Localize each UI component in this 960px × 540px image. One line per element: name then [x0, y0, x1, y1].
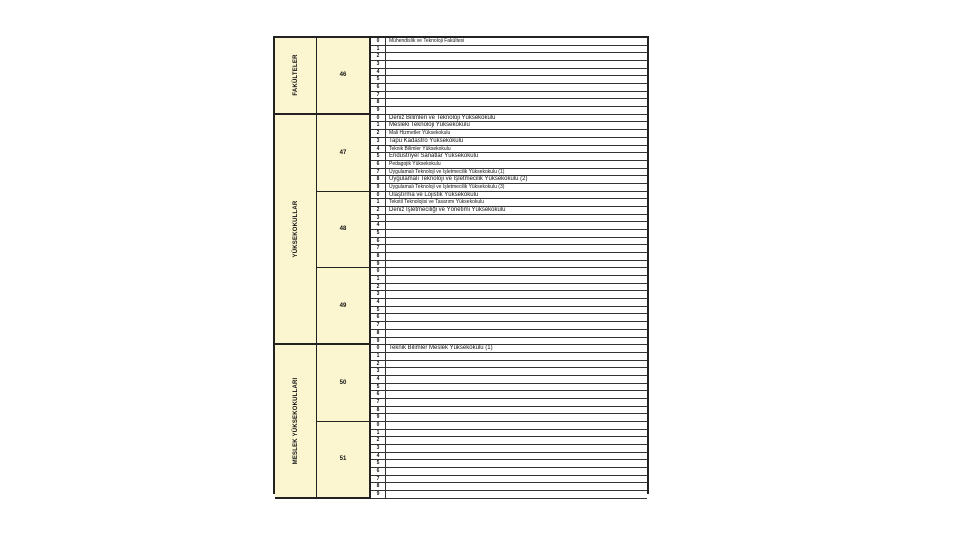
row-unit-name — [389, 468, 645, 475]
row-unit-name — [389, 384, 645, 391]
table-row — [371, 407, 647, 415]
table-row — [371, 491, 647, 499]
row-digit: 4 — [371, 299, 386, 306]
row-digit: 8 — [371, 99, 386, 106]
group-code-label: 46 — [339, 72, 347, 79]
table-row — [371, 84, 647, 92]
row-digit: 6 — [371, 161, 386, 168]
row-digit: 4 — [371, 69, 386, 76]
table-row — [371, 261, 647, 269]
row-unit-name — [389, 299, 645, 306]
row-unit-name: Mali Hizmetler Yüksekokulu — [389, 130, 451, 137]
group-code-label: 50 — [339, 380, 347, 387]
row-digit: 1 — [371, 276, 386, 283]
row-digit: 8 — [371, 253, 386, 260]
row-unit-name: Tapu Kadastro Yüksekokulu — [389, 137, 464, 144]
table-row — [371, 483, 647, 491]
table-row — [371, 176, 647, 184]
group-code-51 — [317, 422, 371, 499]
row-digit: 7 — [371, 92, 386, 99]
table-row — [371, 122, 647, 130]
table-row — [371, 338, 647, 346]
table-row — [371, 69, 647, 77]
row-digit: 9 — [371, 338, 386, 345]
row-digit: 9 — [371, 261, 386, 268]
row-unit-name — [389, 238, 645, 245]
table-row — [371, 76, 647, 84]
table-row — [371, 437, 647, 445]
row-digit: 2 — [371, 53, 386, 60]
group-code-48 — [317, 192, 371, 269]
row-unit-name — [389, 222, 645, 229]
group-code-label: 47 — [339, 149, 347, 156]
table-row — [371, 460, 647, 468]
row-digit: 6 — [371, 84, 386, 91]
group-code-50 — [317, 345, 371, 422]
table-row — [371, 161, 647, 169]
table-row — [371, 184, 647, 192]
row-digit: 7 — [371, 399, 386, 406]
row-digit: 6 — [371, 391, 386, 398]
table-row — [371, 376, 647, 384]
table-row — [371, 238, 647, 246]
row-digit: 5 — [371, 460, 386, 467]
row-unit-name — [389, 353, 645, 360]
table-row — [371, 453, 647, 461]
table-row — [371, 430, 647, 438]
row-unit-name — [389, 284, 645, 291]
row-unit-name — [389, 61, 645, 68]
row-unit-name — [389, 453, 645, 460]
category-label-cell — [275, 38, 317, 115]
row-unit-name — [389, 53, 645, 60]
table-row — [371, 284, 647, 292]
category-label-cell — [275, 115, 317, 345]
row-unit-name — [389, 368, 645, 375]
row-digit: 9 — [371, 184, 386, 191]
row-unit-name: Ulaştırma ve Lojistik Yüksekokulu — [389, 191, 479, 198]
row-digit: 9 — [371, 414, 386, 421]
row-digit: 2 — [371, 361, 386, 368]
row-digit: 4 — [371, 376, 386, 383]
row-unit-name — [389, 276, 645, 283]
row-digit: 7 — [371, 476, 386, 483]
row-unit-name — [389, 376, 645, 383]
table-row — [371, 169, 647, 177]
table-row — [371, 107, 647, 115]
row-unit-name — [389, 307, 645, 314]
row-unit-name: Deniz İşletmeciliği ve Yönetimi Yüksekokulu — [389, 206, 506, 213]
table-row — [371, 468, 647, 476]
table-row — [371, 314, 647, 322]
row-unit-name — [389, 407, 645, 414]
table-row — [371, 322, 647, 330]
row-digit: 3 — [371, 215, 386, 222]
table-row — [371, 38, 647, 46]
table-row — [371, 53, 647, 61]
table-row — [371, 268, 647, 276]
row-unit-name — [389, 261, 645, 268]
row-digit: 9 — [371, 491, 386, 498]
row-unit-name — [389, 483, 645, 490]
table-row — [371, 138, 647, 146]
table-row — [371, 245, 647, 253]
row-unit-name — [389, 99, 645, 106]
row-digit: 2 — [371, 130, 386, 137]
row-unit-name — [389, 84, 645, 91]
row-digit: 5 — [371, 384, 386, 391]
row-unit-name — [389, 338, 645, 345]
table-row — [371, 130, 647, 138]
row-digit: 2 — [371, 437, 386, 444]
row-unit-name — [389, 399, 645, 406]
row-unit-name — [389, 422, 645, 429]
category-label: FAKÜLTELER — [292, 54, 299, 97]
table-row — [371, 361, 647, 369]
table-row — [371, 307, 647, 315]
table-row — [371, 422, 647, 430]
row-unit-name — [389, 314, 645, 321]
row-digit: 0 — [371, 345, 386, 352]
row-unit-name — [389, 230, 645, 237]
row-unit-name — [389, 268, 645, 275]
row-digit: 7 — [371, 169, 386, 176]
row-digit: 5 — [371, 76, 386, 83]
row-digit: 0 — [371, 192, 386, 199]
row-digit: 3 — [371, 138, 386, 145]
row-digit: 0 — [371, 115, 386, 122]
row-digit: 1 — [371, 199, 386, 206]
row-unit-name — [389, 69, 645, 76]
row-unit-name — [389, 253, 645, 260]
table-row — [371, 92, 647, 100]
row-digit: 4 — [371, 453, 386, 460]
row-unit-name — [389, 291, 645, 298]
category-label: MESLEK YÜKSEKOKULLARI — [292, 377, 299, 465]
row-unit-name — [389, 476, 645, 483]
row-unit-name: Uygulamalı Teknoloji ve İşletmecilik Yüksekokulu (3) — [389, 183, 505, 190]
table-row — [371, 414, 647, 422]
table-row — [371, 192, 647, 200]
table-row — [371, 115, 647, 123]
row-digit: 5 — [371, 153, 386, 160]
row-digit: 8 — [371, 176, 386, 183]
row-digit: 4 — [371, 222, 386, 229]
row-digit: 2 — [371, 207, 386, 214]
row-digit: 5 — [371, 307, 386, 314]
row-unit-name — [389, 107, 645, 114]
table-row — [371, 61, 647, 69]
row-unit-name: Pedagojik Yüksekokulu — [389, 160, 441, 167]
table-row — [371, 153, 647, 161]
table-row — [371, 230, 647, 238]
row-unit-name — [389, 491, 645, 498]
row-unit-name: Mesleki Teknoloji Yüksekokulu — [389, 122, 470, 129]
row-digit: 0 — [371, 268, 386, 275]
row-digit: 4 — [371, 146, 386, 153]
table-row — [371, 476, 647, 484]
row-unit-name — [389, 445, 645, 452]
row-digit: 1 — [371, 46, 386, 53]
table-row — [371, 368, 647, 376]
row-unit-name: Uygulamalı Teknoloji ve İşletmecilik Yüksekokulu (1) — [389, 168, 505, 175]
table-row — [371, 353, 647, 361]
row-unit-name: Deniz Bilimleri ve Teknoloji Yüksekokulu — [389, 114, 496, 121]
group-code-47 — [317, 115, 371, 192]
row-unit-name: Tekstil Teknolojisi ve Tasarımı Yüksekokulu — [389, 199, 485, 206]
row-digit: 5 — [371, 230, 386, 237]
row-digit: 1 — [371, 430, 386, 437]
row-digit: 1 — [371, 353, 386, 360]
row-unit-name: Mühendislik ve Teknoloji Fakültesi — [389, 38, 465, 44]
table-row — [371, 345, 647, 353]
row-unit-name: Uygulamalı Teknoloji ve İşletmecilik Yüksekokulu (2) — [389, 176, 528, 183]
row-digit: 6 — [371, 468, 386, 475]
table-row — [371, 46, 647, 54]
row-unit-name — [389, 46, 645, 53]
row-unit-name — [389, 76, 645, 83]
table-row — [371, 391, 647, 399]
row-digit: 8 — [371, 330, 386, 337]
table-row — [371, 222, 647, 230]
row-digit: 9 — [371, 107, 386, 114]
table-row — [371, 99, 647, 107]
row-unit-name — [389, 414, 645, 421]
row-digit: 0 — [371, 422, 386, 429]
table-row — [371, 207, 647, 215]
row-unit-name — [389, 322, 645, 329]
row-unit-name — [389, 245, 645, 252]
row-digit: 6 — [371, 238, 386, 245]
table-row — [371, 330, 647, 338]
row-unit-name: Teknik Bilimler Yüksekokulu — [389, 145, 451, 152]
table-row — [371, 199, 647, 207]
row-unit-name — [389, 92, 645, 99]
row-digit: 3 — [371, 368, 386, 375]
row-digit: 3 — [371, 61, 386, 68]
row-digit: 3 — [371, 291, 386, 298]
row-unit-name — [389, 330, 645, 337]
row-digit: 1 — [371, 122, 386, 129]
row-unit-name — [389, 460, 645, 467]
group-code-46 — [317, 38, 371, 115]
row-unit-name: Teknik Bilimler Meslek Yüksekokulu (1) — [389, 345, 493, 352]
row-digit: 0 — [371, 38, 386, 45]
table-row — [371, 146, 647, 154]
row-digit: 7 — [371, 322, 386, 329]
table-row — [371, 399, 647, 407]
code-table — [273, 36, 649, 498]
row-digit: 2 — [371, 284, 386, 291]
table-row — [371, 253, 647, 261]
table-row — [371, 276, 647, 284]
table-row — [371, 445, 647, 453]
group-code-label: 51 — [339, 456, 347, 463]
row-digit: 8 — [371, 407, 386, 414]
table-row — [371, 384, 647, 392]
row-unit-name — [389, 215, 645, 222]
row-digit: 3 — [371, 445, 386, 452]
table-row — [371, 299, 647, 307]
row-unit-name — [389, 391, 645, 398]
row-unit-name — [389, 361, 645, 368]
row-digit: 6 — [371, 314, 386, 321]
group-code-label: 48 — [339, 226, 347, 233]
group-code-label: 49 — [339, 302, 347, 309]
row-digit: 8 — [371, 483, 386, 490]
row-unit-name — [389, 437, 645, 444]
category-label-cell — [275, 345, 317, 499]
row-digit: 7 — [371, 245, 386, 252]
table-row — [371, 291, 647, 299]
row-unit-name: Endüstriyel Sanatlar Yüksekokulu — [389, 153, 479, 160]
row-unit-name — [389, 430, 645, 437]
table-row — [371, 215, 647, 223]
category-label: YÜKSEKOKULLAR — [292, 200, 299, 258]
group-code-49 — [317, 268, 371, 345]
